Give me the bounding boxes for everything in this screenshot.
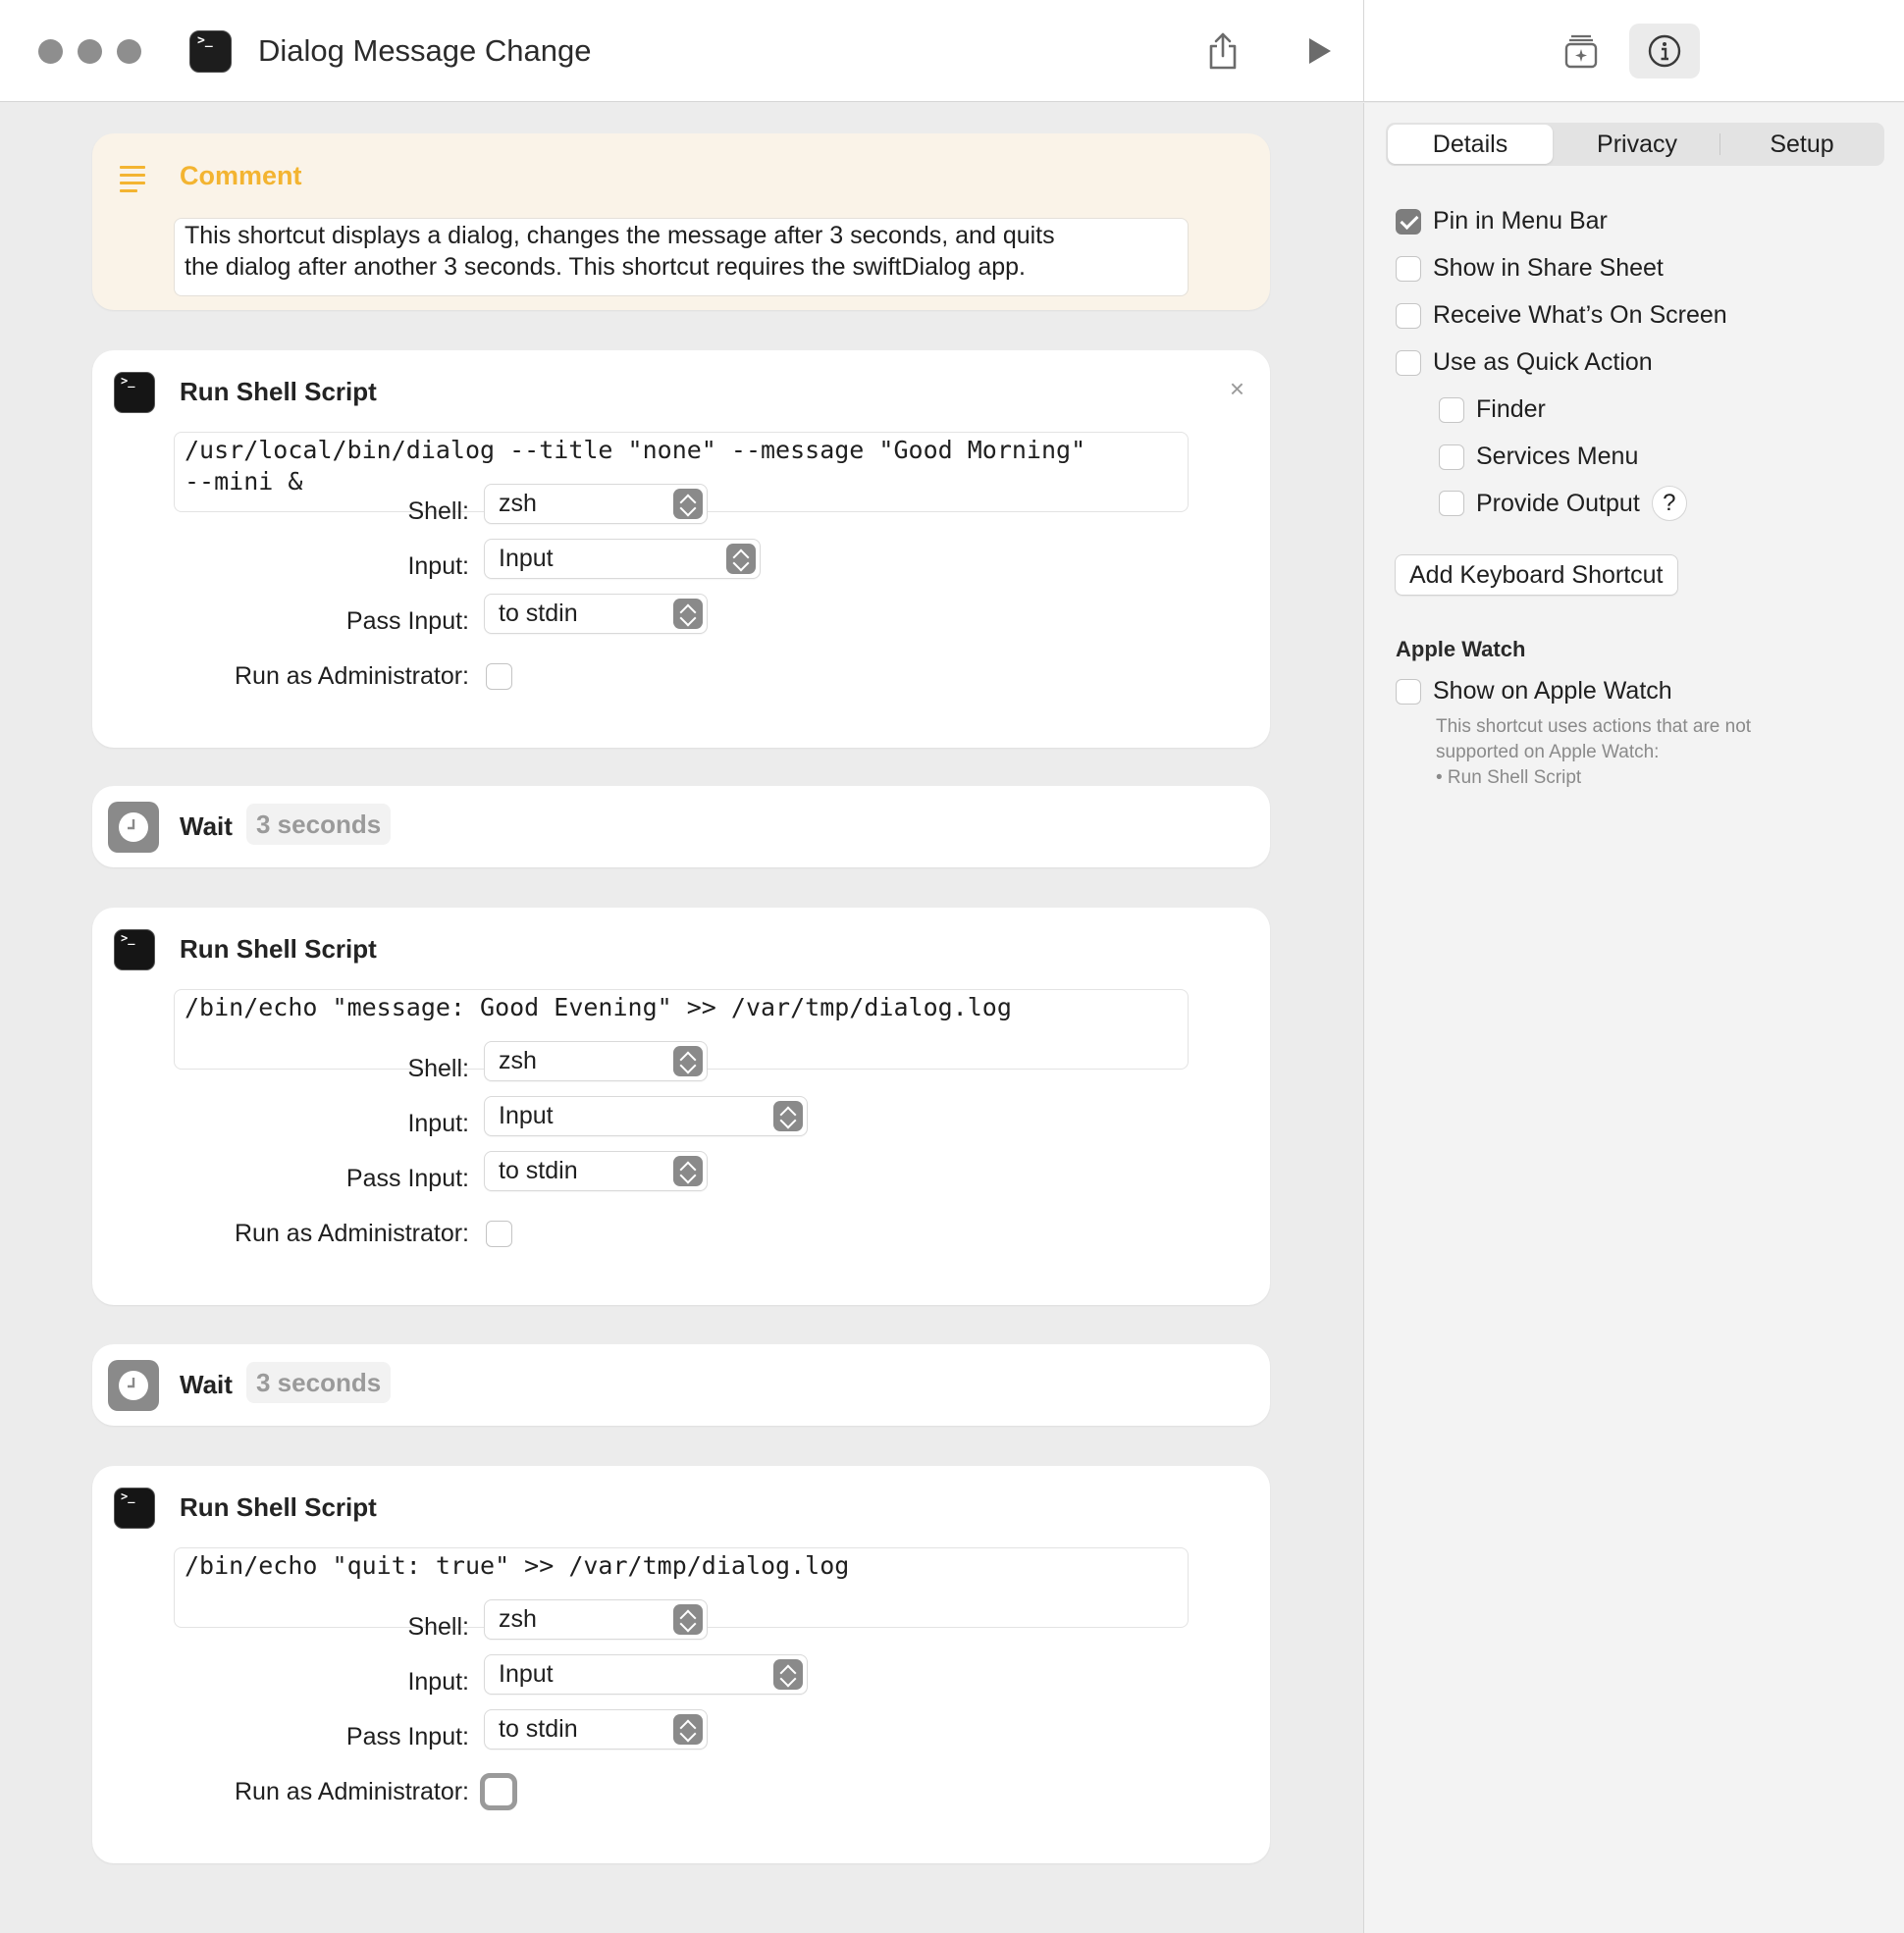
info-button[interactable] — [1629, 24, 1700, 78]
pin-in-menu-bar-checkbox[interactable] — [1396, 209, 1421, 235]
clock-icon — [108, 802, 159, 853]
finder-option[interactable] — [1439, 395, 1546, 424]
services-menu-checkbox[interactable] — [1439, 444, 1464, 470]
action-title: Run Shell Script — [180, 934, 377, 964]
shell-label: Shell: — [407, 1055, 469, 1082]
input-popup[interactable] — [484, 1654, 808, 1695]
comment-lines-icon — [120, 166, 145, 197]
popup-stepper-icon — [673, 599, 703, 629]
pass-input-popup[interactable] — [484, 594, 708, 634]
action-title: Run Shell Script — [180, 1492, 377, 1522]
apple-watch-note: supported on Apple Watch: — [1436, 742, 1660, 762]
info-icon — [1645, 31, 1684, 71]
action-title: Run Shell Script — [180, 377, 377, 406]
share-icon — [1206, 31, 1240, 71]
show-on-apple-watch-label: Show on Apple Watch — [1433, 677, 1672, 705]
input-label: Input: — [407, 552, 469, 580]
wait-duration[interactable]: 3 seconds — [246, 804, 391, 845]
comment-action[interactable] — [92, 133, 1270, 310]
title-bar — [0, 0, 1363, 102]
window-title: Dialog Message Change — [258, 33, 592, 68]
pass-input-label: Pass Input: — [345, 1723, 469, 1750]
shell-value: zsh — [499, 1605, 537, 1633]
popup-stepper-icon — [726, 544, 756, 574]
show-on-apple-watch-option[interactable] — [1396, 677, 1672, 705]
run-button[interactable] — [1296, 27, 1343, 75]
popup-stepper-icon — [673, 1604, 703, 1635]
pin-in-menu-bar-label: Pin in Menu Bar — [1433, 207, 1608, 235]
pass-input-value: to stdin — [499, 1157, 578, 1184]
quick-action-option[interactable] — [1396, 348, 1653, 377]
shortcut-editor — [0, 103, 1363, 1933]
finder-label: Finder — [1476, 395, 1546, 423]
popup-stepper-icon — [773, 1659, 803, 1690]
popup-stepper-icon — [673, 1156, 703, 1186]
run-as-admin-label: Run as Administrator: — [235, 662, 469, 690]
quick-action-checkbox[interactable] — [1396, 350, 1421, 376]
run-as-admin-checkbox[interactable] — [486, 1221, 512, 1247]
popup-stepper-icon — [673, 1714, 703, 1745]
play-icon — [1304, 35, 1334, 67]
action-library-icon — [1561, 31, 1601, 71]
services-menu-option[interactable] — [1439, 443, 1638, 471]
receive-on-screen-checkbox[interactable] — [1396, 303, 1421, 329]
run-as-admin-label: Run as Administrator: — [235, 1220, 469, 1247]
wait-label: Wait — [180, 1370, 233, 1399]
pass-input-popup[interactable] — [484, 1709, 708, 1750]
receive-on-screen-option[interactable] — [1396, 301, 1727, 330]
share-button[interactable] — [1199, 27, 1246, 75]
pin-in-menu-bar-option[interactable] — [1396, 207, 1608, 235]
run-as-admin-checkbox[interactable] — [480, 1773, 517, 1810]
shell-popup[interactable] — [484, 1041, 708, 1081]
shell-popup[interactable] — [484, 484, 708, 524]
shell-popup[interactable] — [484, 1599, 708, 1640]
script-field[interactable]: /bin/echo "message: Good Evening" >> /var/tmp/dialog.log — [174, 989, 1189, 1070]
shell-label: Shell: — [407, 497, 469, 525]
provide-output-label: Provide Output — [1476, 489, 1640, 517]
show-in-share-sheet-checkbox[interactable] — [1396, 256, 1421, 282]
action-library-button[interactable] — [1546, 24, 1616, 78]
script-field[interactable]: /usr/local/bin/dialog --title "none" --message "Good Morning" --mini & — [174, 432, 1189, 512]
input-label: Input: — [407, 1668, 469, 1696]
show-in-share-sheet-option[interactable] — [1396, 254, 1664, 283]
popup-stepper-icon — [673, 489, 703, 519]
input-popup[interactable] — [484, 539, 761, 579]
run-shell-script-action[interactable] — [92, 908, 1270, 1305]
quick-action-label: Use as Quick Action — [1433, 348, 1653, 376]
tab-privacy[interactable]: Privacy — [1597, 131, 1677, 158]
pass-input-label: Pass Input: — [345, 1165, 469, 1192]
tab-details[interactable]: Details — [1388, 125, 1553, 164]
apple-watch-note: • Run Shell Script — [1436, 767, 1582, 788]
terminal-icon: >_ — [114, 372, 155, 413]
show-on-apple-watch-checkbox[interactable] — [1396, 679, 1421, 705]
minimize-window-button[interactable] — [78, 39, 102, 64]
popup-stepper-icon — [773, 1101, 803, 1131]
shell-label: Shell: — [407, 1613, 469, 1641]
inspector-toolbar — [1363, 0, 1904, 102]
input-popup[interactable] — [484, 1096, 808, 1136]
shell-value: zsh — [499, 1047, 537, 1074]
tab-setup[interactable]: Setup — [1719, 123, 1884, 166]
help-button[interactable]: ? — [1652, 486, 1687, 521]
apple-watch-note: This shortcut uses actions that are not — [1436, 716, 1752, 737]
wait-action[interactable] — [92, 1344, 1270, 1426]
pass-input-value: to stdin — [499, 600, 578, 627]
pass-input-label: Pass Input: — [345, 607, 469, 635]
provide-output-checkbox[interactable] — [1439, 491, 1464, 516]
popup-stepper-icon — [673, 1046, 703, 1076]
terminal-icon: >_ — [114, 929, 155, 970]
wait-action[interactable] — [92, 786, 1270, 867]
comment-title: Comment — [180, 161, 302, 190]
finder-checkbox[interactable] — [1439, 397, 1464, 423]
comment-text-field[interactable]: This shortcut displays a dialog, changes the message after 3 seconds, and quits the dialog after another 3 seconds. This shortcut requires the swiftDialog app. — [174, 218, 1189, 296]
input-value: Input — [499, 545, 554, 572]
close-icon[interactable]: × — [1229, 374, 1244, 403]
terminal-icon: >_ — [189, 30, 232, 73]
terminal-icon: >_ — [114, 1488, 155, 1529]
add-keyboard-shortcut-button[interactable]: Add Keyboard Shortcut — [1395, 554, 1678, 596]
run-shell-script-action[interactable] — [92, 1466, 1270, 1863]
pass-input-popup[interactable] — [484, 1151, 708, 1191]
run-as-admin-checkbox[interactable] — [486, 663, 512, 690]
provide-output-option[interactable] — [1439, 486, 1687, 521]
apple-watch-heading: Apple Watch — [1396, 637, 1526, 661]
receive-on-screen-label: Receive What’s On Screen — [1433, 301, 1727, 329]
input-value: Input — [499, 1102, 554, 1129]
input-value: Input — [499, 1660, 554, 1688]
run-shell-script-action[interactable] — [92, 350, 1270, 748]
run-as-admin-label: Run as Administrator: — [235, 1778, 469, 1805]
wait-label: Wait — [180, 811, 233, 841]
pass-input-value: to stdin — [499, 1715, 578, 1743]
script-field[interactable]: /bin/echo "quit: true" >> /var/tmp/dialog.log — [174, 1547, 1189, 1628]
clock-icon — [108, 1360, 159, 1411]
inspector-panel — [1363, 103, 1904, 1933]
zoom-window-button[interactable] — [117, 39, 141, 64]
shell-value: zsh — [499, 490, 537, 517]
inspector-tabs — [1386, 123, 1884, 166]
input-label: Input: — [407, 1110, 469, 1137]
wait-duration[interactable]: 3 seconds — [246, 1362, 391, 1403]
show-in-share-sheet-label: Show in Share Sheet — [1433, 254, 1664, 282]
services-menu-label: Services Menu — [1476, 443, 1639, 470]
close-window-button[interactable] — [38, 39, 63, 64]
